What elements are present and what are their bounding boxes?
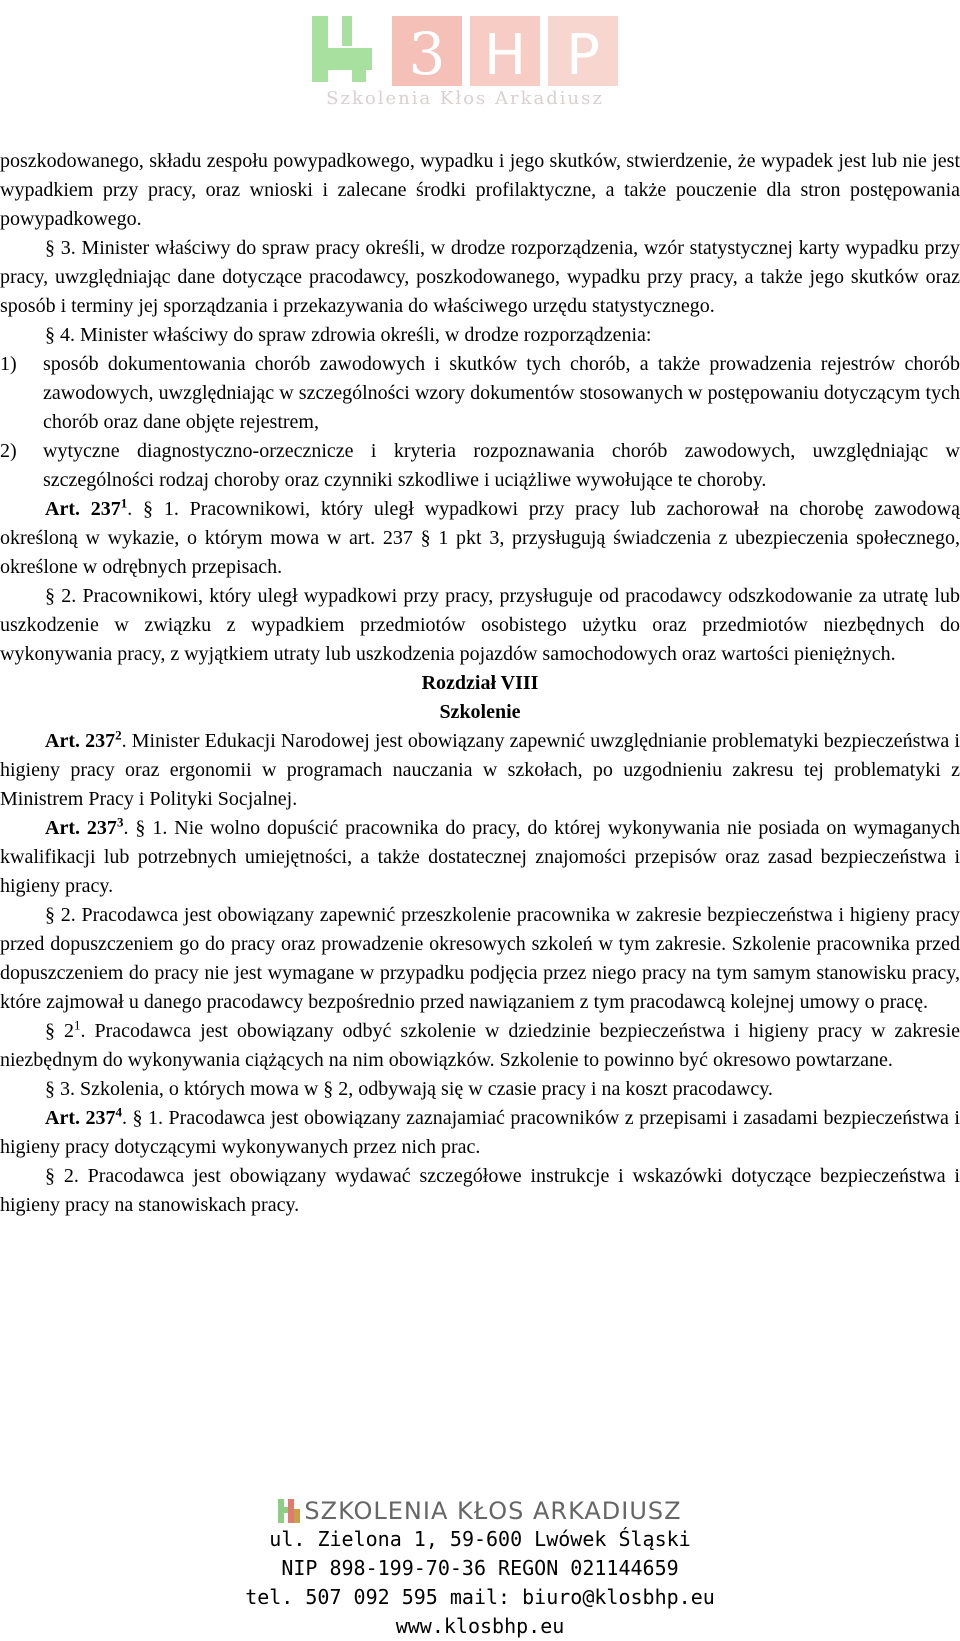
list-item-text: wytyczne diagnostyczno-orzecznicze i kryteria rozpoznawania chorób zawodowych, uwzględniając w szczególności rodzaj choroby oraz czynniki szkodliwe i uciążliwe wywołujące te choroby.: [43, 440, 960, 491]
list-item-text: sposób dokumentowania chorób zawodowych i skutków tych chorób, a także prowadzenia rejestrów chorób zawodowych, uwzględniając w szczególności wzory dokumentów stosowanych w postępowaniu dotyczącym tych chorób oraz dane objęte rejestrem,: [43, 353, 960, 433]
page-footer: [0, 1497, 960, 1641]
article-label: Art. $237^1$: [45, 495, 128, 520]
paragraph: § 3. Szkolenia, o których mowa w § 2, odbywają się w czasie pracy i na koszt pracodawcy.: [45, 1078, 773, 1100]
section-text: . Pracodawca jest obowiązany odbyć szkolenie w dziedzinie bezpieczeństwa i higieny pracy w zakresie niezbędnym do wykonywania ciążących na nim obowiązków. Szkolenie to powinno być okresowo powtarzane.: [0, 1020, 960, 1071]
article-text: . § 1. Pracownikowi, który uległ wypadkowi przy pracy lub zachorował na chorobę zawodową określoną w wykazie, o którym mowa w art. 237 § 1 pkt 3, przysługują świadczenia z ubezpieczenia społecznego, określone w odrębnych przepisach.: [0, 498, 960, 578]
article-label: Art. $237^2$: [45, 727, 122, 752]
bhp-logo-graphic: [300, 8, 630, 98]
paragraph: § 2. Pracodawca jest obowiązany zapewnić przeszkolenie pracownika w zakresie bezpieczeństwa i higieny pracy przed dopuszczeniem go do pracy oraz prowadzenie okresowych szkoleń w tym zakresie. Szkolenie pracownika przed dopuszczeniem do pracy nie jest wymagane w przypadku podjęcia przez niego pracy na tym samym stanowisku pracy, które zajmował u danego pracodawcy bezpośrednio przed nawiązaniem z tym pracodawcą kolejnej umowy o pracę.: [0, 904, 960, 1013]
ordered-list: [0, 350, 960, 495]
article-text: . § 1. Nie wolno dopuścić pracownika do pracy, do której wykonywania nie posiada on wymaganych kwalifikacji lub potrzebnych umiejętności, a także dostatecznej znajomości przepisów oraz zasad bezpieczeństwa i higieny pracy.: [0, 817, 960, 897]
footer-tax-ids: NIP 898-199-70-36 REGON 021144659: [281, 1556, 679, 1580]
document-body: [0, 147, 960, 1220]
footer-website[interactable]: www.klosbhp.eu: [395, 1614, 565, 1638]
article-text: . § 1. Pracodawca jest obowiązany zaznajamiać pracowników z przepisami i zasadami bezpieczeństwa i higieny pracy dotyczącymi wykonywanych przez nich prac.: [0, 1107, 960, 1158]
footer-logo: [0, 1497, 960, 1525]
svg-text:3: 3: [408, 20, 446, 88]
paragraph: poszkodowanego, składu zespołu powypadkowego, wypadku i jego skutków, stwierdzenie, że wypadek jest lub nie jest wypadkiem przy pracy, oraz wnioski i zalecane środki profilaktyczne, a także pouczenie dla stron postępowania powypadkowego.: [0, 150, 960, 230]
svg-text:H: H: [483, 23, 527, 88]
section-label: § $2^1$: [45, 1017, 81, 1042]
article-label: Art. $237^4$: [45, 1104, 122, 1129]
paragraph: § 2. Pracownikowi, który uległ wypadkowi przy pracy, przysługuje od pracodawcy odszkodowanie za utratę lub uszkodzenie w związku z wypadkiem przedmiotów osobistego użytku oraz przedmiotów niezbędnych do wykonywania pracy, z wyjątkiem utraty lub uszkodzenia pojazdów samochodowych oraz wartości pieniężnych.: [0, 585, 960, 665]
footer-brand: SZKOLENIA KŁOS ARKADIUSZ: [304, 1497, 682, 1525]
article-text: . Minister Edukacji Narodowej jest obowiązany zapewnić uwzględnianie problematyki bezpieczeństwa i higieny pracy oraz ergonomii w programach nauczania w szkołach, po uzgodnieniu zakresu tej problematyki z Ministrem Pracy i Polityki Socjalnej.: [0, 730, 960, 810]
footer-logo-mark-icon: [278, 1499, 300, 1523]
chapter-title: Szkolenie: [439, 701, 521, 723]
article-paragraph: [0, 727, 960, 814]
paragraph: § 4. Minister właściwy do spraw zdrowia określi, w drodze rozporządzenia:: [45, 324, 652, 346]
article-label: Art. $237^3$: [45, 814, 124, 839]
paragraph: § 3. Minister właściwy do spraw pracy określi, w drodze rozporządzenia, wzór statystycznej karty wypadku przy pracy, uwzględniając dane dotyczące pracodawcy, poszkodowanego, wypadku przy pracy, a także jego skutków oraz sposób i terminy jej sporządzania i przekazywania do właściwego urzędu statystycznego.: [0, 237, 960, 317]
article-paragraph: [0, 1104, 960, 1162]
list-item: [0, 350, 960, 437]
footer-address: ul. Zielona 1, 59-600 Lwówek Śląski: [269, 1527, 691, 1551]
svg-text:P: P: [566, 23, 600, 88]
article-paragraph: [0, 814, 960, 901]
article-paragraph: [0, 1017, 960, 1075]
list-item-number: 2): [0, 440, 17, 462]
paragraph: § 2. Pracodawca jest obowiązany wydawać szczegółowe instrukcje i wskazówki dotyczące bezpieczeństwa i higieny pracy na stanowiskach pracy.: [0, 1165, 960, 1216]
list-item: [0, 437, 960, 495]
footer-contact: tel. 507 092 595 mail: biuro@klosbhp.eu: [245, 1585, 715, 1609]
article-paragraph: [0, 495, 960, 582]
chapter-number: Rozdział VIII: [421, 672, 539, 694]
logo-caption: Szkolenia Kłos Arkadiusz: [326, 88, 604, 109]
list-item-number: 1): [0, 353, 17, 375]
